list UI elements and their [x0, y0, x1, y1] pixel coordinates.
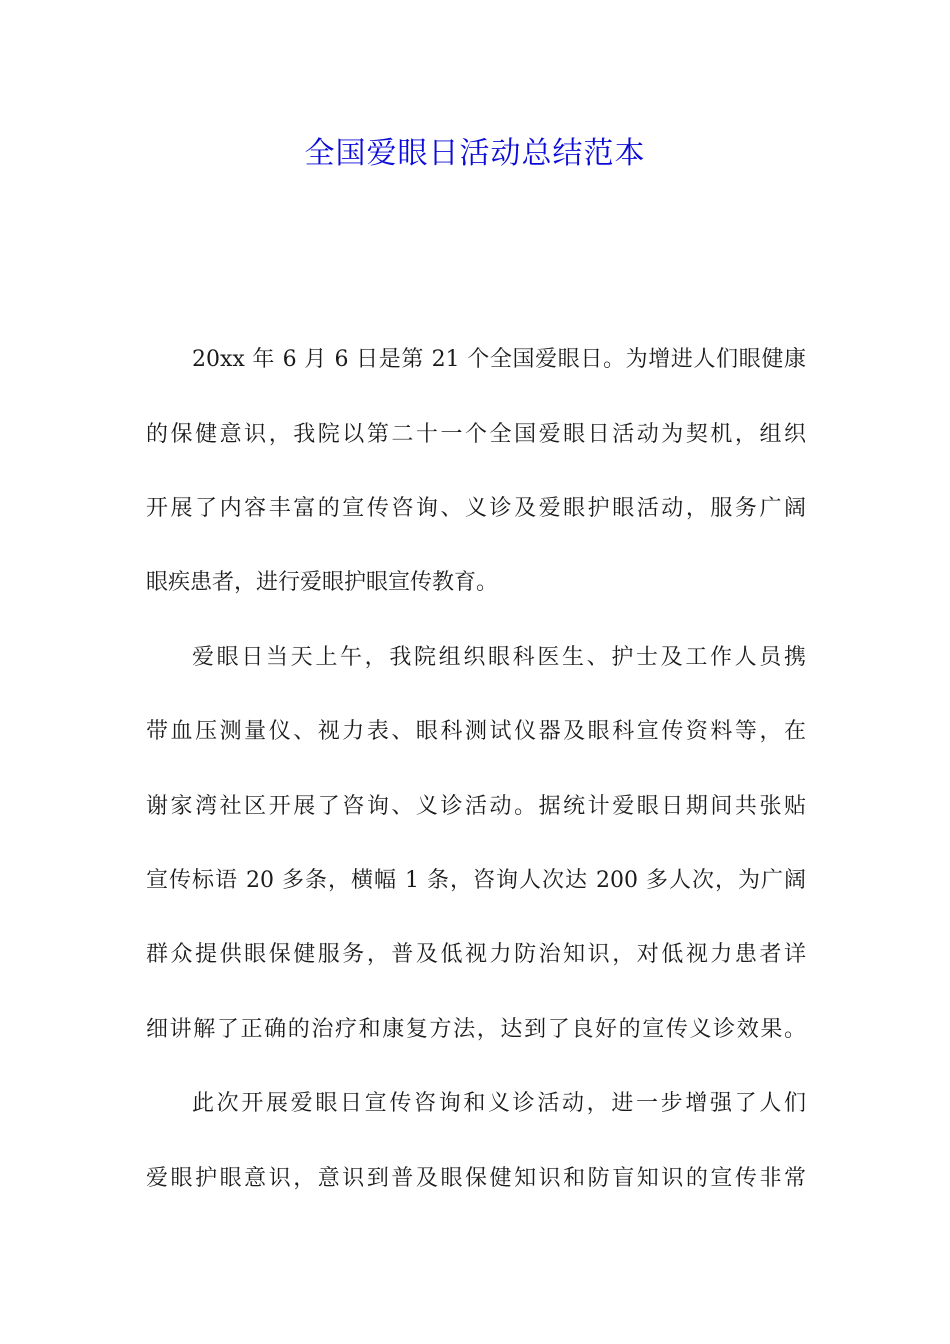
paragraph-1-line-4: 眼疾患者，进行爱眼护眼宣传教育。: [146, 570, 499, 595]
paragraph-1-line-2: 的保健意识，我院以第二十一个全国爱眼日活动为契机，组织: [146, 422, 806, 447]
paragraph-2-line-3: 谢家湾社区开展了咨询、义诊活动。据统计爱眼日期间共张贴: [146, 794, 806, 819]
paragraph-2-line-5: 群众提供眼保健服务，普及低视力防治知识，对低视力患者详: [146, 942, 806, 967]
paragraph-2-line-2: 带血压测量仪、视力表、眼科测试仪器及眼科宣传资料等，在: [146, 719, 806, 744]
paragraph-2-line-6: 细讲解了正确的治疗和康复方法，达到了良好的宣传义诊效果。: [146, 1017, 806, 1042]
paragraph-1-line-1: 20xx 年 6 月 6 日是第 21 个全国爱眼日。为增进人们眼健康: [192, 347, 806, 372]
paragraph-3-line-1: 此次开展爱眼日宣传咨询和义诊活动，进一步增强了人们: [192, 1091, 806, 1116]
paragraph-1-line-3: 开展了内容丰富的宣传咨询、义诊及爱眼护眼活动，服务广阔: [146, 496, 806, 521]
document-title: 全国爱眼日活动总结范本: [304, 136, 646, 171]
paragraph-3-line-2: 爱眼护眼意识，意识到普及眼保健知识和防盲知识的宣传非常: [146, 1166, 806, 1191]
paragraph-2-line-1: 爱眼日当天上午，我院组织眼科医生、护士及工作人员携: [192, 645, 806, 670]
paragraph-2-line-4: 宣传标语 20 多条，横幅 1 条，咨询人次达 200 多人次，为广阔: [146, 868, 806, 893]
